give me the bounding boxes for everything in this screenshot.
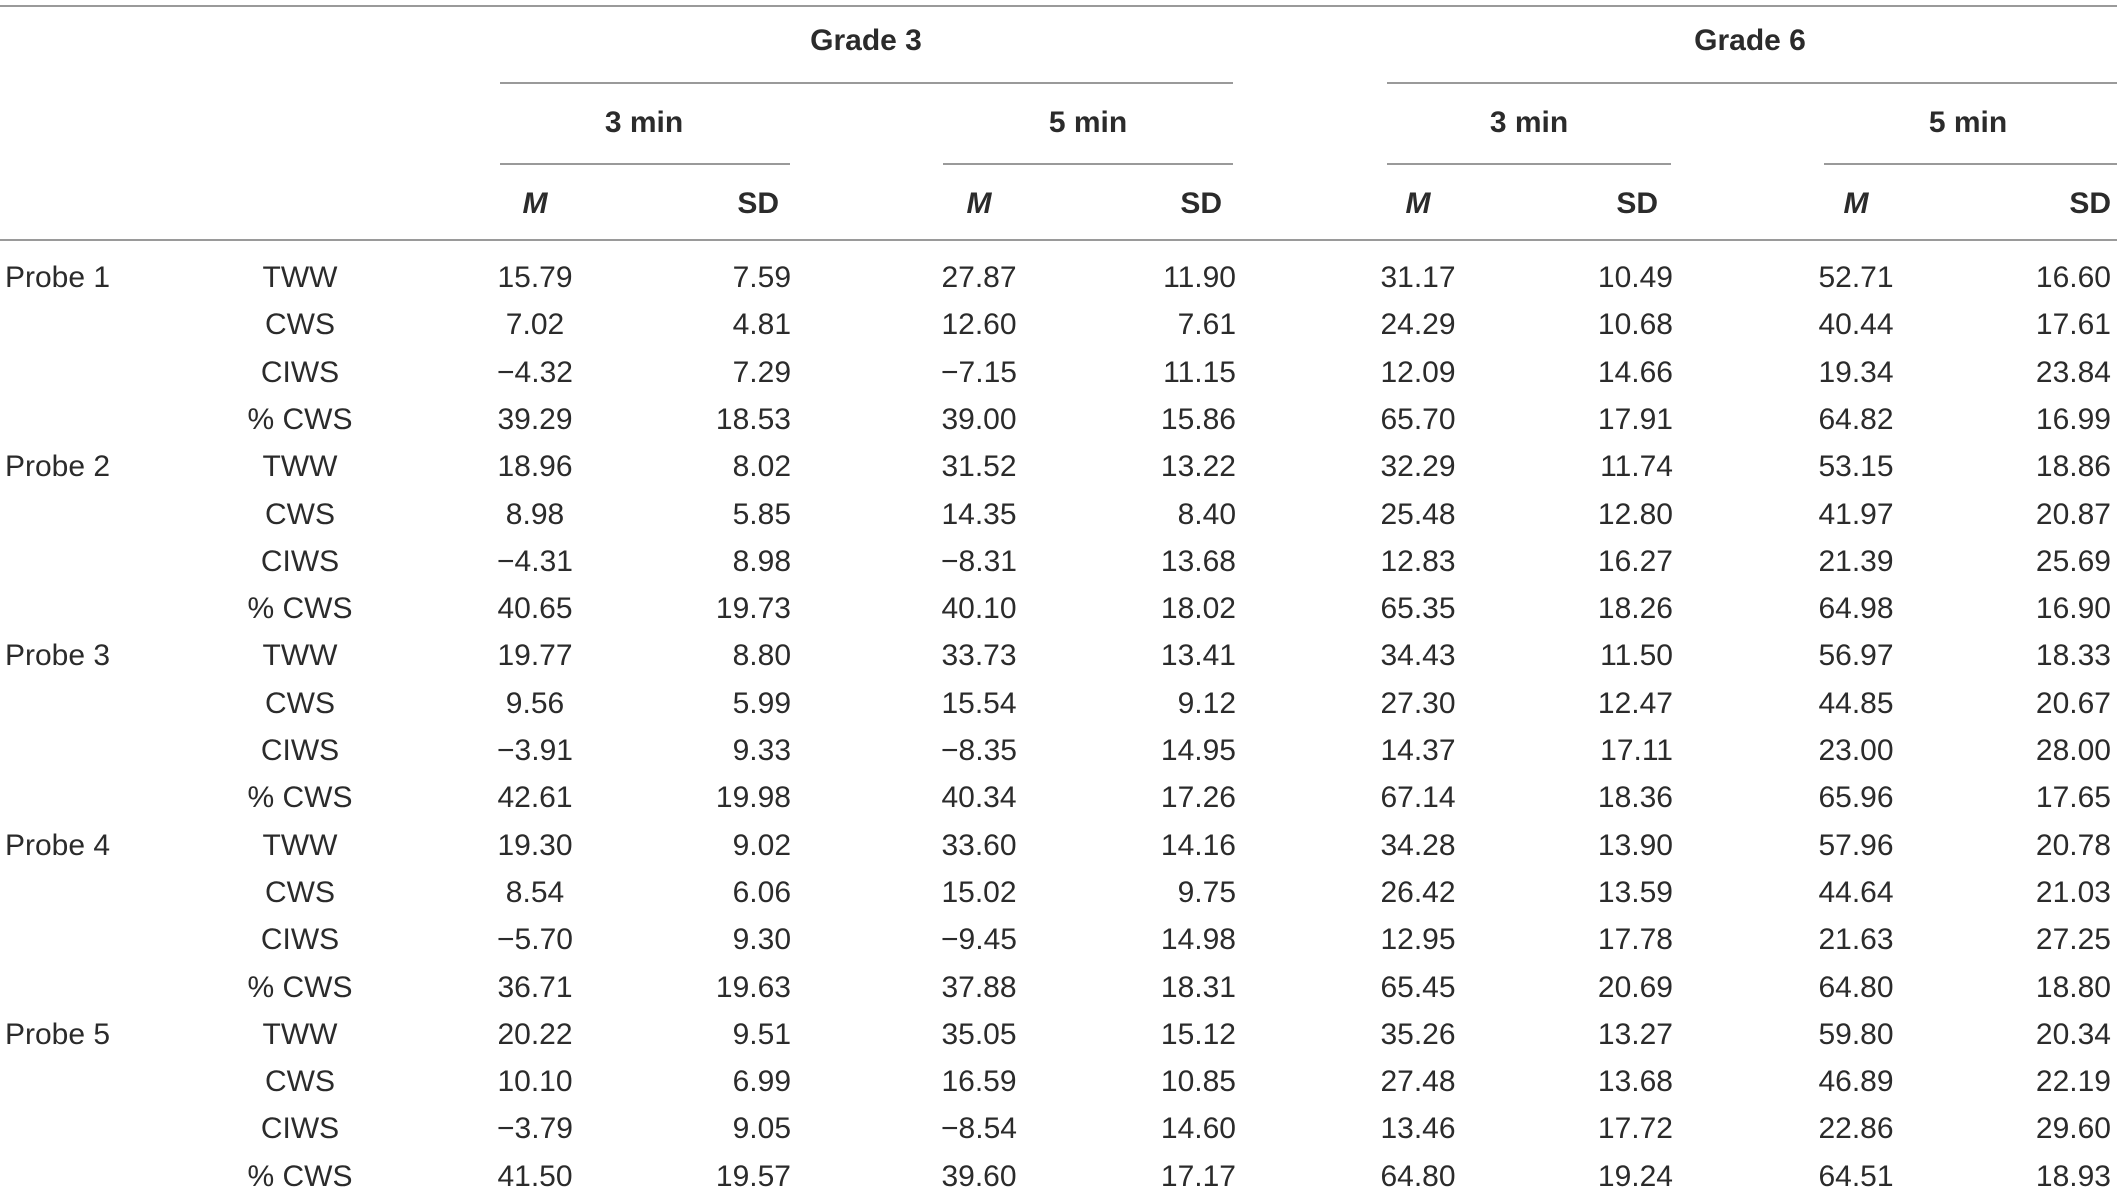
- table-cell: 18.02: [1160, 592, 1236, 625]
- table-cell: 23.84: [2035, 356, 2111, 389]
- probe-label: Probe 5: [5, 1018, 111, 1051]
- table-cell: 19.98: [715, 781, 791, 814]
- table-cell: 64.98: [1818, 592, 1894, 625]
- table-cell: 9.75: [1177, 876, 1236, 909]
- table-cell: 12.09: [1380, 356, 1456, 389]
- table-cell: 15.79: [497, 261, 573, 294]
- table-cell: 65.45: [1380, 971, 1456, 1004]
- table-cell: 10.10: [497, 1065, 573, 1098]
- measure-label: CIWS: [260, 923, 340, 956]
- table-cell: 10.49: [1597, 261, 1673, 294]
- table-cell: 18.31: [1160, 971, 1236, 1004]
- table-cell: 7.61: [1177, 308, 1236, 341]
- probe-label: Probe 4: [5, 829, 111, 862]
- table-cell: 13.68: [1597, 1065, 1673, 1098]
- measure-label: CIWS: [260, 734, 340, 767]
- table-cell: 20.69: [1597, 971, 1673, 1004]
- table-cell: −4.31: [497, 545, 573, 578]
- stat-header-sd: SD: [1616, 187, 1658, 220]
- table-cell: 25.69: [2035, 545, 2111, 578]
- table-cell: 8.40: [1177, 498, 1236, 531]
- time-header: 3 min: [604, 106, 684, 139]
- table-cell: 16.27: [1597, 545, 1673, 578]
- table-cell: 12.83: [1380, 545, 1456, 578]
- table-cell: 31.17: [1380, 261, 1456, 294]
- measure-label: CWS: [265, 498, 335, 531]
- table-cell: −7.15: [941, 356, 1017, 389]
- table-cell: 40.65: [497, 592, 573, 625]
- table-cell: 33.60: [941, 829, 1017, 862]
- table-cell: 17.72: [1597, 1112, 1673, 1145]
- table-cell: 27.48: [1380, 1065, 1456, 1098]
- table-cell: 8.02: [732, 450, 791, 483]
- table-cell: 25.48: [1380, 498, 1456, 531]
- table-cell: 9.30: [732, 923, 791, 956]
- measure-label: CIWS: [260, 356, 340, 389]
- table-cell: 14.98: [1160, 923, 1236, 956]
- table-cell: −8.31: [941, 545, 1017, 578]
- stat-header-sd: SD: [2069, 187, 2111, 220]
- grade-header: Grade 3: [810, 24, 922, 57]
- table-cell: 17.65: [2035, 781, 2111, 814]
- table-cell: 6.99: [732, 1065, 791, 1098]
- table-cell: 21.63: [1818, 923, 1894, 956]
- stat-header-mean: M: [966, 187, 992, 220]
- measure-label: % CWS: [247, 781, 353, 814]
- grade6-3min-rule: [1387, 163, 1671, 165]
- measure-label: CWS: [265, 308, 335, 341]
- probe-label: Probe 1: [5, 261, 111, 294]
- table-cell: 7.02: [505, 308, 565, 341]
- table-cell: 16.90: [2035, 592, 2111, 625]
- table-cell: 18.80: [2035, 971, 2111, 1004]
- table-cell: 21.39: [1818, 545, 1894, 578]
- stat-header-sd: SD: [737, 187, 779, 220]
- stat-header-sd: SD: [1180, 187, 1222, 220]
- table-cell: 7.29: [732, 356, 791, 389]
- table-cell: 8.98: [505, 498, 565, 531]
- table-cell: −4.32: [497, 356, 573, 389]
- table-cell: 11.74: [1600, 450, 1673, 483]
- table-cell: 18.26: [1597, 592, 1673, 625]
- table-cell: 15.86: [1160, 403, 1236, 436]
- measure-label: % CWS: [247, 403, 353, 436]
- table-cell: 41.97: [1818, 498, 1894, 531]
- table-cell: 35.05: [941, 1018, 1017, 1051]
- stat-header-mean: M: [1843, 187, 1869, 220]
- measure-label: TWW: [262, 639, 338, 672]
- table-cell: 13.46: [1380, 1112, 1456, 1145]
- table-cell: 12.80: [1597, 498, 1673, 531]
- table-cell: 39.29: [497, 403, 573, 436]
- grade6-rule: [1387, 82, 2117, 84]
- measure-label: % CWS: [247, 1160, 353, 1193]
- time-header: 5 min: [1928, 106, 2008, 139]
- table-cell: 36.71: [497, 971, 573, 1004]
- table-cell: 17.61: [2035, 308, 2111, 341]
- table-cell: 44.85: [1818, 687, 1894, 720]
- table-cell: 18.96: [497, 450, 573, 483]
- table-cell: 13.22: [1160, 450, 1236, 483]
- table-cell: −3.79: [497, 1112, 573, 1145]
- table-cell: 8.80: [732, 639, 791, 672]
- table-cell: 46.89: [1818, 1065, 1894, 1098]
- table-cell: 44.64: [1818, 876, 1894, 909]
- table-cell: 12.47: [1597, 687, 1673, 720]
- table-cell: 37.88: [941, 971, 1017, 1004]
- table-cell: 11.50: [1600, 639, 1673, 672]
- table-cell: 8.54: [505, 876, 565, 909]
- table-cell: −5.70: [497, 923, 573, 956]
- table-cell: 14.66: [1597, 356, 1673, 389]
- table-cell: 9.12: [1177, 687, 1236, 720]
- top-rule: [0, 5, 2117, 7]
- measure-label: CWS: [265, 876, 335, 909]
- table-cell: 17.26: [1160, 781, 1236, 814]
- table-cell: 19.77: [497, 639, 573, 672]
- table-cell: 14.95: [1160, 734, 1236, 767]
- table-cell: −9.45: [941, 923, 1017, 956]
- table-cell: 53.15: [1818, 450, 1894, 483]
- table-cell: 10.85: [1160, 1065, 1236, 1098]
- table-cell: 18.36: [1597, 781, 1673, 814]
- measure-label: TWW: [262, 261, 338, 294]
- table-cell: 35.26: [1380, 1018, 1456, 1051]
- table-cell: 19.34: [1818, 356, 1894, 389]
- table-cell: 57.96: [1818, 829, 1894, 862]
- table-cell: 20.67: [2035, 687, 2111, 720]
- table-cell: 34.43: [1380, 639, 1456, 672]
- measure-label: % CWS: [247, 971, 353, 1004]
- table-cell: 27.25: [2035, 923, 2111, 956]
- table-cell: 11.15: [1163, 356, 1236, 389]
- table-cell: 12.60: [941, 308, 1017, 341]
- table-cell: 9.56: [505, 687, 565, 720]
- table-cell: −3.91: [497, 734, 573, 767]
- table-cell: −8.35: [941, 734, 1017, 767]
- table-cell: 13.27: [1597, 1018, 1673, 1051]
- time-header: 3 min: [1489, 106, 1569, 139]
- table-cell: 28.00: [2035, 734, 2111, 767]
- probe-label: Probe 2: [5, 450, 111, 483]
- table-cell: 65.35: [1380, 592, 1456, 625]
- table-cell: 17.78: [1597, 923, 1673, 956]
- table-cell: 20.87: [2035, 498, 2111, 531]
- table-cell: 6.06: [732, 876, 791, 909]
- probe-label: Probe 3: [5, 639, 111, 672]
- table-cell: 40.10: [941, 592, 1017, 625]
- header-bottom-rule: [0, 239, 2117, 241]
- table-cell: 9.02: [732, 829, 791, 862]
- table-cell: 39.00: [941, 403, 1017, 436]
- table-cell: 24.29: [1380, 308, 1456, 341]
- table-cell: 33.73: [941, 639, 1017, 672]
- table-cell: 13.90: [1597, 829, 1673, 862]
- measure-label: CWS: [265, 1065, 335, 1098]
- table-cell: 18.53: [715, 403, 791, 436]
- table-cell: 64.80: [1380, 1160, 1456, 1193]
- table-cell: 19.24: [1597, 1160, 1673, 1193]
- table-cell: 52.71: [1818, 261, 1894, 294]
- table-cell: 8.98: [732, 545, 791, 578]
- grade3-3min-rule: [500, 163, 790, 165]
- table-cell: 20.34: [2035, 1018, 2111, 1051]
- table-cell: 19.30: [497, 829, 573, 862]
- table-cell: 22.86: [1818, 1112, 1894, 1145]
- grade3-5min-rule: [943, 163, 1233, 165]
- table-cell: 15.54: [941, 687, 1017, 720]
- table-cell: 15.02: [941, 876, 1017, 909]
- table-cell: 64.80: [1818, 971, 1894, 1004]
- measure-label: CIWS: [260, 1112, 340, 1145]
- table-cell: 16.60: [2035, 261, 2111, 294]
- table-cell: 19.73: [715, 592, 791, 625]
- table-cell: 21.03: [2035, 876, 2111, 909]
- table-cell: 16.99: [2035, 403, 2111, 436]
- table-cell: 27.30: [1380, 687, 1456, 720]
- table-cell: 56.97: [1818, 639, 1894, 672]
- table-cell: 5.85: [732, 498, 791, 531]
- table-cell: 9.05: [732, 1112, 791, 1145]
- table-cell: 18.86: [2035, 450, 2111, 483]
- table-cell: 26.42: [1380, 876, 1456, 909]
- table-cell: 12.95: [1380, 923, 1456, 956]
- table-cell: 17.91: [1597, 403, 1673, 436]
- measure-label: CIWS: [260, 545, 340, 578]
- table-cell: 16.59: [941, 1065, 1017, 1098]
- grade-header: Grade 6: [1694, 24, 1806, 57]
- table-cell: 31.52: [941, 450, 1017, 483]
- measure-label: TWW: [262, 450, 338, 483]
- table-cell: 14.37: [1380, 734, 1456, 767]
- table-cell: 64.51: [1818, 1160, 1894, 1193]
- grade6-5min-rule: [1824, 163, 2117, 165]
- time-header: 5 min: [1048, 106, 1128, 139]
- table-cell: 19.57: [715, 1160, 791, 1193]
- table-cell: 15.12: [1160, 1018, 1236, 1051]
- table-cell: 4.81: [732, 308, 791, 341]
- table-cell: 22.19: [2035, 1065, 2111, 1098]
- table-cell: 39.60: [941, 1160, 1017, 1193]
- table-cell: 34.28: [1380, 829, 1456, 862]
- table-cell: 17.11: [1600, 734, 1673, 767]
- table-cell: 65.70: [1380, 403, 1456, 436]
- table-cell: 5.99: [732, 687, 791, 720]
- table-cell: 13.59: [1597, 876, 1673, 909]
- measure-label: CWS: [265, 687, 335, 720]
- table-cell: 13.68: [1160, 545, 1236, 578]
- table-cell: 59.80: [1818, 1018, 1894, 1051]
- table-cell: 20.22: [497, 1018, 573, 1051]
- table-cell: 11.90: [1163, 261, 1236, 294]
- table-cell: 19.63: [715, 971, 791, 1004]
- table-cell: 14.16: [1160, 829, 1236, 862]
- table-cell: 14.60: [1160, 1112, 1236, 1145]
- table-cell: 18.33: [2035, 639, 2111, 672]
- table-cell: 9.51: [732, 1018, 791, 1051]
- table-cell: 10.68: [1597, 308, 1673, 341]
- table-cell: 20.78: [2035, 829, 2111, 862]
- measure-label: % CWS: [247, 592, 353, 625]
- measure-label: TWW: [262, 829, 338, 862]
- table-cell: 67.14: [1380, 781, 1456, 814]
- table-cell: 65.96: [1818, 781, 1894, 814]
- table-cell: 27.87: [941, 261, 1017, 294]
- table-cell: 23.00: [1818, 734, 1894, 767]
- table-cell: 13.41: [1160, 639, 1236, 672]
- grade3-rule: [500, 82, 1233, 84]
- table-cell: 18.93: [2035, 1160, 2111, 1193]
- stat-header-mean: M: [1405, 187, 1431, 220]
- table-cell: 17.17: [1160, 1160, 1236, 1193]
- table-cell: 7.59: [732, 261, 791, 294]
- table-cell: 14.35: [941, 498, 1017, 531]
- table-cell: 42.61: [497, 781, 573, 814]
- table-cell: 40.44: [1818, 308, 1894, 341]
- table-cell: 29.60: [2035, 1112, 2111, 1145]
- table-cell: 41.50: [497, 1160, 573, 1193]
- table-cell: 9.33: [732, 734, 791, 767]
- table-cell: 32.29: [1380, 450, 1456, 483]
- measure-label: TWW: [262, 1018, 338, 1051]
- stat-header-mean: M: [522, 187, 548, 220]
- table-cell: 40.34: [941, 781, 1017, 814]
- table-cell: 64.82: [1818, 403, 1894, 436]
- table-cell: −8.54: [941, 1112, 1017, 1145]
